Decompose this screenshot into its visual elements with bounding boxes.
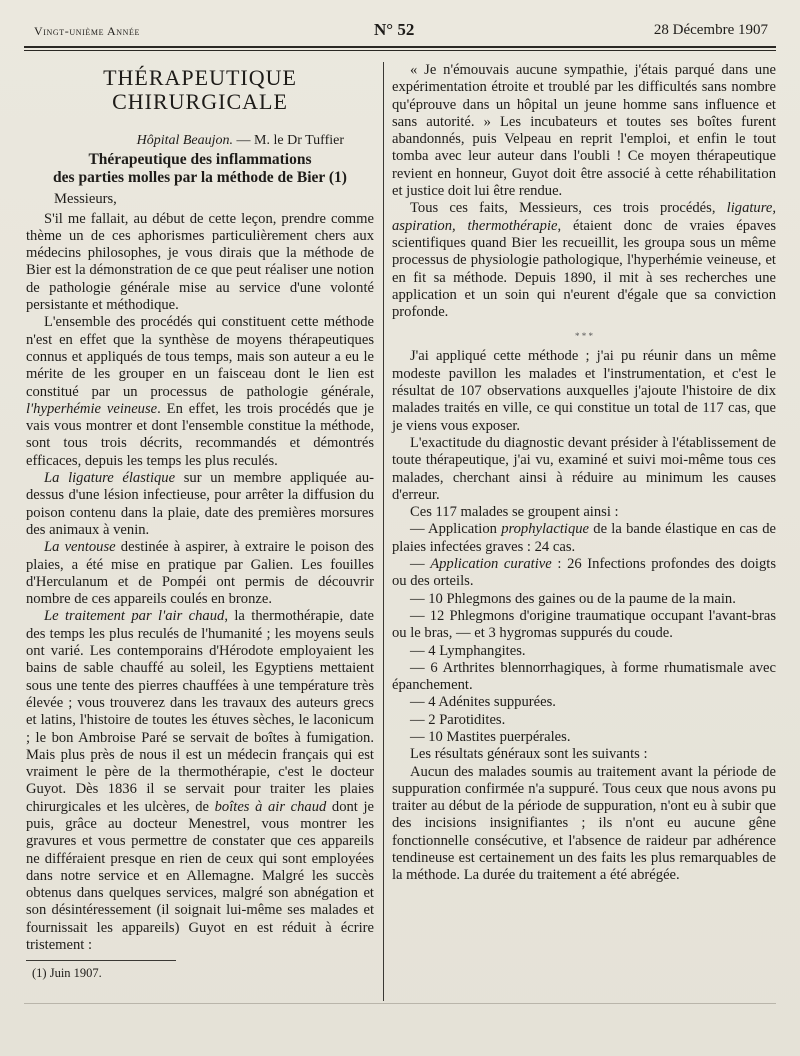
section-title: THÉRAPEUTIQUE CHIRURGICALE — [103, 65, 297, 114]
footnote-rule — [26, 960, 176, 961]
paragraph: « Je n'émouvais aucune sympathie, j'étais parqué dans une expérimentation étroite et troublé par les difficultés sans nombre qu'éprouve dans un hôpital un jeune homme sans influence et sans autorité. » Les incubateurs et toutes ses boîtes furent abandonnés, puis Velpeau en reprit l'emploi, et enfin le tout tomba avec leur auteur dans l'oubli ! Ce moyen thérapeutique revient en honneur, Guyot doit être associé à cette réhabilitation et justice doit lui être rendue. — [392, 62, 776, 200]
footnote: (1) Juin 1907. — [32, 966, 102, 981]
paragraph — [392, 200, 776, 321]
paragraph: Ces 117 malades se groupent ainsi : — [410, 504, 619, 521]
paragraph — [26, 470, 374, 539]
column-divider — [383, 62, 384, 1001]
section-separator-stars: * * * — [575, 331, 593, 342]
list-item: — 6 Arthrites blennorrhagiques, à forme rhumatismale avec épanchement. — [392, 659, 776, 694]
text-run: L'ensemble des procédés qui constituent cette méthode n'est en effet que la synthèse de moyens thérapeutiques connus et appliqués de tous temps, mais son auteur a eu le mérite de les grouper en un faisceau dont le lien est constitué par un processus de pathologie générale, — [26, 314, 374, 400]
paragraph: Les résultats généraux sont les suivants : — [410, 746, 648, 763]
text-run: de la bande élastique en cas de plaies infectées graves : 24 cas. — [392, 521, 776, 555]
text-run: . En effet, les trois procédés que je vais vous montrer et dont l'ensemble constitue la méthode, sont tous trois décrits, recommandés et démontrés efficaces, depuis les temps les plus reculés. — [26, 400, 374, 469]
article-title-line-2: des parties molles par la méthode de Bier (1) — [53, 169, 347, 187]
article-title-line-1: Thérapeutique des inflammations — [88, 151, 312, 169]
list-item: — 4 Adénites suppurées. — [410, 694, 556, 711]
list-item: — 10 Phlegmons des gaines ou de la paume de la main. — [410, 590, 736, 607]
paragraph: J'ai appliqué cette méthode ; j'ai pu réunir dans un même modeste pavillon les malades et l'instrumentation, et c'est le résultat de 107 observations auxquelles j'ajoute l'histoire de dix malades traités en ville, ce qui constitue un total de 117 cas, que je viens vous exposer. — [392, 348, 776, 434]
italic-term: prophylactique — [501, 521, 590, 538]
text-run: dont je puis, grâce au docteur Menestrel, vous montrer les gravures et vous permettre de constater que ces appareils ne différaient presque en rien de ceux qui sont employées dans notre service et en Allemagne. Malgré les succès obtenus dans quelques services, malgré son abnégation et son désintéressement (il soignait lui-même ses malades et fournissait les appareils) Guyot en est réduit à écrire tristement : — [26, 798, 374, 954]
text-run: : 26 Infections profondes des doigts ou des orteils. — [392, 556, 776, 590]
text-run: , étaient donc de vraies épaves scientifiques quand Bier les recueillit, les groupa sous un même processus de physiologie pathologique, l'hyperhémie veineuse, et en fit sa méthode. Depuis 1890, il mit à ses recherches une application et un soin qui n'eurent d'égale que sa conviction profonde. — [392, 217, 776, 321]
salutation: Messieurs, — [54, 191, 117, 208]
list-item: — 2 Parotidites. — [410, 711, 506, 728]
list-item: — 10 Mastites puerpérales. — [410, 728, 571, 745]
volume-year: Vingt-unième Année — [34, 24, 141, 38]
paragraph — [26, 539, 374, 608]
italic-term: ligature, aspiration, thermothérapie — [392, 200, 776, 234]
text-run: Tous ces faits, Messieurs, ces trois procédés, — [410, 200, 727, 217]
italic-term: boîtes à air chaud — [214, 798, 327, 815]
left-column — [26, 62, 374, 983]
article-title — [26, 151, 374, 187]
list-item — [392, 521, 776, 556]
text-run: , la thermothérapie, date des temps les plus reculés de l'humanité ; les moyens seuls ont varié. Les contemporains d'Hérodote employaient les bains de sable chauffé au soleil, les Egyptiens mettaient sous une tente des pierres chauffées à une température très élevée ; vous trouverez dans les travaux des auteurs grecs et latins, l'histoire de toutes les étuves sèches, le laconicum ; le bon Ambroise Paré se servait de boîtes à fumigation. Mais plus près de nous il est un médecin français qui est vraiment le père de la thermothérapie, c'est le docteur Guyot. Dès 1836 il se servait pour traiter les plaies chirurgicales et les ulcères, de — [26, 608, 374, 815]
hospital-name: Hôpital Beaujon. — [136, 133, 234, 148]
list-item: — 12 Phlegmons d'origine traumatique occupant l'avant-bras ou le bras, — et 3 hygromas suppurés du coude. — [392, 607, 776, 642]
italic-term: Le traitement par l'air chaud — [44, 608, 225, 625]
issue-date: 28 Décembre 1907 — [653, 22, 768, 38]
issue-number: N° 52 — [374, 20, 415, 39]
list-item: — 4 Lymphangites. — [410, 642, 526, 659]
italic-term: Application curative — [430, 556, 552, 573]
right-column — [392, 62, 776, 885]
byline — [26, 132, 374, 149]
author-name: — M. le Dr Tuffier — [233, 133, 344, 148]
italic-term: La ligature élastique — [44, 470, 176, 487]
text-run: sur un membre appliquée au-dessus d'une lésion infectieuse, pour arrêter la diffusion du poison contenu dans la plaie, date des premières morsures des animaux à venin. — [26, 470, 374, 538]
text-run: destinée à aspirer, à extraire le poison des plaies, a été mise en pratique par Galien. Les fouilles d'Herculanum et de Pompéi ont permis de découvrir nombre de ces appareils coulés en bronze. — [26, 539, 374, 608]
header-rule-thin — [24, 50, 776, 51]
paragraph — [26, 608, 374, 954]
page-header — [24, 14, 772, 48]
paragraph — [26, 314, 374, 470]
paragraph: Aucun des malades soumis au traitement avant la période de suppuration confirmée n'a suppuré. Tous ceux que nous avons pu traiter au début de la période de suppuration, n'ont eu à subir que des incisions insignifiantes ; ils n'ont eu aucune gêne fonctionnelle consécutive, et l'absence de raideur par adhérence tendineuse est certainement un des faits les plus remarquables de la méthode. La durée du traitement a été abrégée. — [392, 763, 776, 884]
paragraph: L'exactitude du diagnostic devant présider à l'établissement de toute thérapeutique, j'ai vu, examiné et suivi moi-même tous ces malades, cherchant ainsi à réduire au minimum les causes d'erreur. — [392, 434, 776, 503]
italic-term: l'hyperhémie veineuse — [26, 400, 158, 417]
text-run: — Application — [410, 521, 502, 538]
paragraph: S'il me fallait, au début de cette leçon, prendre comme thème un de ces aphorismes particulièrement chers aux médecins philosophes, je vous dirais que la méthode de Bier est la démonstration de ce que peut réaliser une notion de pathologie générale mise au service d'une volonté persistante et méthodique. — [26, 210, 374, 314]
text-run: — — [410, 556, 431, 573]
italic-term: La ventouse — [44, 539, 116, 556]
list-item — [392, 556, 776, 591]
bottom-rule — [24, 1003, 776, 1004]
header-rule-thick — [24, 46, 776, 48]
